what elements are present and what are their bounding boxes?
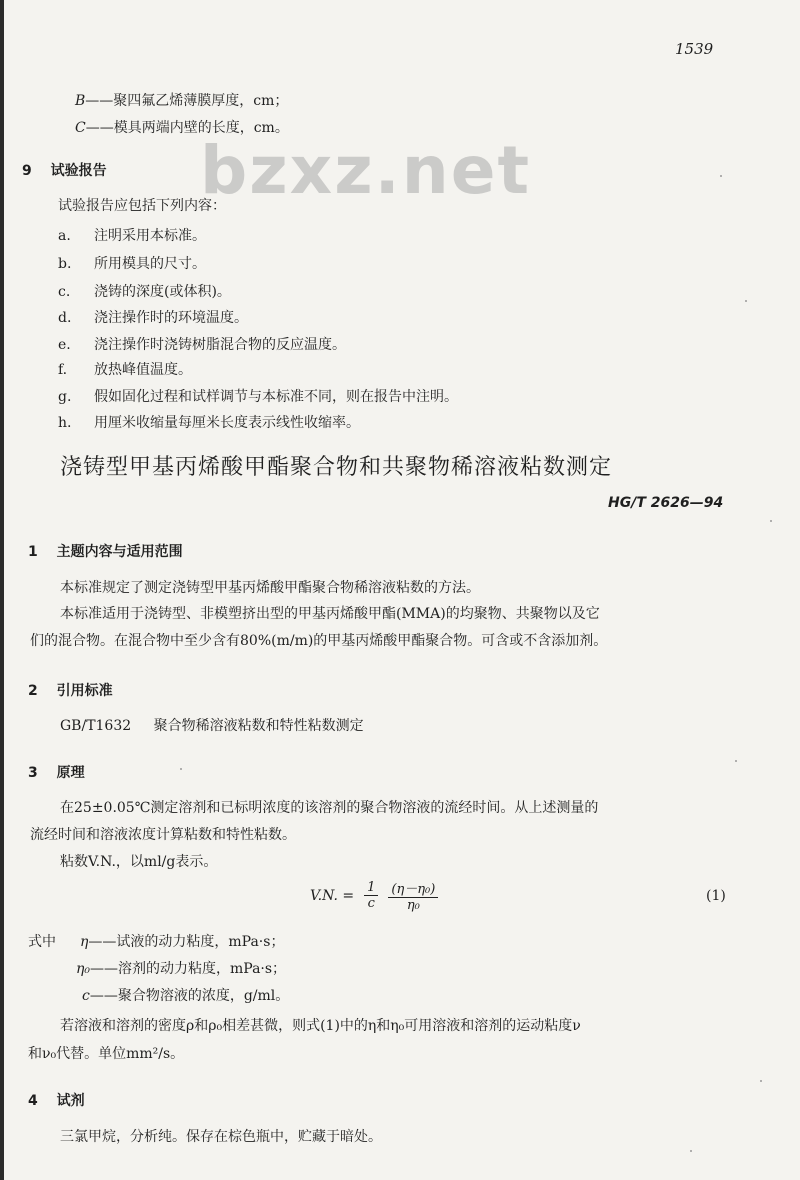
reference-code: GB/T1632 (60, 718, 132, 734)
section-9-intro: 试验报告应包括下列内容： (58, 198, 226, 214)
formula-coefficient (364, 880, 378, 911)
list-item (58, 283, 231, 301)
formula-fraction (388, 878, 438, 913)
item-letter: a. (58, 228, 71, 244)
item-text: 浇注操作时的环境温度。 (94, 310, 248, 326)
list-item (58, 414, 360, 432)
definition-symbol: η₀ (76, 961, 90, 977)
section-3-heading (28, 762, 85, 782)
section-number: 2 (28, 683, 38, 699)
definition-text: ——聚合物溶液的浓度，g/ml。 (89, 988, 290, 1004)
item-letter: b. (58, 256, 72, 272)
scan-speck (735, 760, 737, 762)
item-letter: f. (58, 362, 68, 378)
formula-number: (1) (706, 888, 726, 904)
coefficient-numerator: 1 (364, 880, 378, 896)
scan-edge (0, 0, 4, 1180)
section-3-paragraph-1-line-1: 在25±0.05℃测定溶剂和已标明浓度的该溶剂的聚合物溶液的流经时间。从上述测量的 (60, 800, 599, 816)
scan-speck (760, 1080, 762, 1082)
section-number: 4 (28, 1093, 38, 1109)
item-letter: c. (58, 284, 71, 300)
scan-speck (720, 175, 722, 177)
item-letter: g. (58, 389, 72, 405)
item-letter: h. (58, 415, 72, 431)
list-item (58, 388, 458, 406)
item-text: 浇注操作时浇铸树脂混合物的反应温度。 (94, 337, 346, 353)
section-1-heading (28, 541, 183, 561)
definition-text: ——模具两端内壁的长度，cm。 (85, 120, 289, 136)
definition-symbol: c (82, 988, 90, 1004)
definition-symbol: B (75, 93, 86, 109)
definition-symbol: C (75, 120, 86, 136)
section-number: 1 (28, 544, 38, 560)
section-4-paragraph-1: 三氯甲烷，分析纯。保存在棕色瓶中，贮藏于暗处。 (60, 1129, 382, 1145)
definition-text: ——聚四氟乙烯薄膜厚度，cm； (85, 93, 289, 109)
section-number: 3 (28, 765, 38, 781)
item-text: 注明采用本标准。 (94, 228, 206, 244)
item-letter: d. (58, 310, 72, 326)
scan-speck (770, 520, 772, 522)
page-number: 1539 (675, 40, 714, 58)
standard-code: HG/T 2626—94 (608, 495, 724, 511)
scan-speck (180, 768, 182, 770)
watermark: bzxz.net (200, 132, 532, 209)
section-3-paragraph-1-line-2: 流经时间和溶液浓度计算粘数和特性粘数。 (30, 827, 296, 843)
section-3-paragraph-2: 粘数V.N.，以ml/g表示。 (60, 854, 218, 870)
definition-eta0 (76, 960, 286, 978)
section-number: 9 (22, 163, 32, 179)
definition-c (82, 987, 289, 1005)
section-1-paragraph-2-line-2: 们的混合物。在混合物中至少含有80%(m/m)的甲基丙烯酸甲酯聚合物。可含或不含添加剂。 (30, 633, 608, 649)
section-3-paragraph-3-line-1: 若溶液和溶剂的密度ρ和ρ₀相差甚微，则式(1)中的η和η₀可用溶液和溶剂的运动粘度ν (60, 1018, 581, 1034)
reference-title: 聚合物稀溶液粘数和特性粘数测定 (153, 718, 364, 734)
definition-text: ——试液的动力粘度，mPa·s； (88, 934, 285, 950)
section-4-heading (28, 1090, 85, 1110)
section-9-heading (22, 160, 107, 180)
item-text: 放热峰值温度。 (94, 362, 192, 378)
section-title: 主题内容与适用范围 (56, 544, 183, 560)
list-item (58, 227, 206, 245)
definition-symbol: η (80, 934, 89, 950)
item-text: 浇铸的深度(或体积)。 (94, 284, 231, 300)
definition-text: ——溶剂的动力粘度，mPa·s； (90, 961, 287, 977)
item-letter: e. (58, 337, 71, 353)
formula-lhs: V.N. = (310, 887, 355, 904)
item-text: 用厘米收缩量每厘米长度表示线性收缩率。 (94, 415, 360, 431)
viscosity-number-formula (310, 878, 438, 913)
scan-speck (690, 1150, 692, 1152)
section-title: 引用标准 (56, 683, 113, 699)
section-3-paragraph-3-line-2: 和ν₀代替。单位mm²/s。 (28, 1046, 185, 1062)
coefficient-denominator: c (367, 896, 375, 911)
list-item (58, 361, 192, 379)
definition-b (75, 92, 288, 110)
scan-speck (745, 300, 747, 302)
section-title: 试验报告 (50, 163, 107, 179)
where-label: 式中 (28, 934, 56, 950)
section-1-paragraph-1: 本标准规定了测定浇铸型甲基丙烯酸甲酯聚合物稀溶液粘数的方法。 (60, 580, 480, 596)
reference-standard (60, 717, 364, 735)
fraction-numerator: (η－η₀) (388, 878, 438, 898)
section-title: 试剂 (56, 1093, 85, 1109)
list-item (58, 309, 248, 327)
section-1-paragraph-2-line-1: 本标准适用于浇铸型、非模塑挤出型的甲基丙烯酸甲酯(MMA)的均聚物、共聚物以及它 (60, 606, 600, 622)
section-title: 原理 (56, 765, 85, 781)
item-text: 所用模具的尺寸。 (94, 256, 206, 272)
item-text: 假如固化过程和试样调节与本标准不同，则在报告中注明。 (94, 389, 458, 405)
section-2-heading (28, 680, 113, 700)
definition-eta (80, 933, 284, 951)
document-title: 浇铸型甲基丙烯酸甲酯聚合物和共聚物稀溶液粘数测定 (60, 455, 613, 480)
list-item (58, 255, 206, 273)
list-item (58, 336, 346, 354)
fraction-denominator: η₀ (406, 898, 420, 913)
